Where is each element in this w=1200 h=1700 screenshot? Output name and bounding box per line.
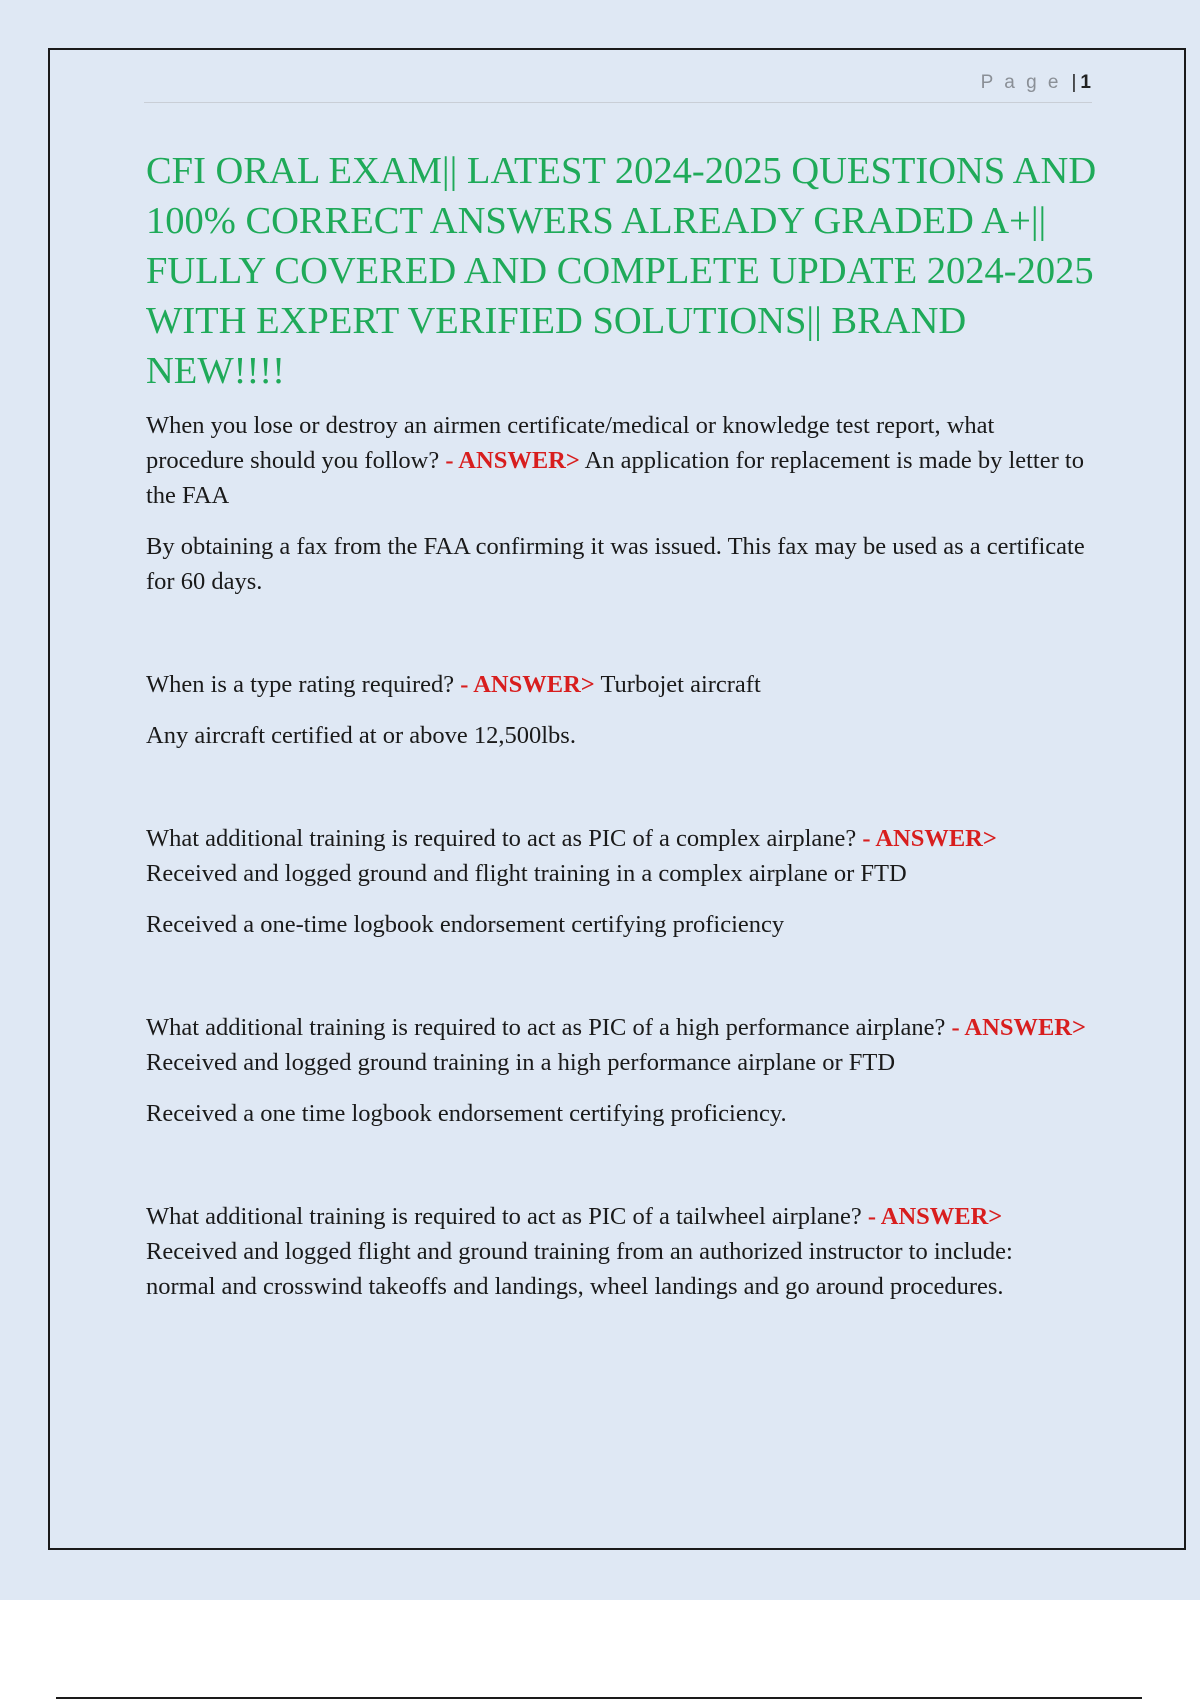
question-text: What additional training is required to act as PIC of a high performance airplane? (146, 1014, 946, 1041)
qa-item (146, 1010, 1086, 1131)
qa-item (146, 1199, 1086, 1304)
qa-list (146, 408, 1086, 1304)
answer-text: Received and logged ground training in a high performance airplane or FTD (146, 1049, 896, 1076)
qa-question-line (146, 667, 1086, 702)
question-text: When you lose or destroy an airmen certificate/medical or knowledge test report, what procedure should you follow? (146, 412, 995, 474)
qa-item (146, 667, 1086, 753)
question-text: When is a type rating required? (146, 671, 455, 698)
answer-tag: - ANSWER> (445, 447, 580, 474)
answer-extra-text: Received a one-time logbook endorsement certifying proficiency (146, 911, 785, 938)
qa-question-line (146, 1199, 1086, 1304)
answer-extra-text: Received a one time logbook endorsement certifying proficiency. (146, 1100, 787, 1127)
qa-item (146, 821, 1086, 942)
answer-text: An application for replacement is made by letter to the FAA (146, 447, 1084, 509)
question-text: What additional training is required to act as PIC of a complex airplane? (146, 825, 857, 852)
qa-question-line (146, 821, 1086, 891)
document-title: CFI ORAL EXAM|| LATEST 2024-2025 QUESTIONS AND 100% CORRECT ANSWERS ALREADY GRADED A+|| FULLY COVERED AND COMPLETE UPDATE 2024-2025 WITH EXPERT VERIFIED SOLUTIONS|| BRAND NEW!!!! (146, 150, 1097, 392)
question-text: What additional training is required to act as PIC of a tailwheel airplane? (146, 1203, 862, 1230)
page-number: 1 (1080, 72, 1092, 93)
answer-text: Turbojet aircraft (600, 671, 761, 698)
answer-text: Received and logged ground and flight training in a complex airplane or FTD (146, 860, 907, 887)
answer-tag: - ANSWER> (951, 1014, 1086, 1041)
answer-tag: - ANSWER> (867, 1203, 1003, 1230)
qa-item (146, 408, 1086, 599)
answer-extra-text: By obtaining a fax from the FAA confirming it was issued. This fax may be used as a certificate for 60 days. (146, 533, 1085, 595)
next-page-divider (56, 1697, 1142, 1699)
answer-text: Received and logged flight and ground training from an authorized instructor to include: normal and crosswind takeoffs and landings, wheel landings and go around procedures. (146, 1238, 1013, 1300)
page-label: P a g e (980, 72, 1062, 93)
page-separator: | (1071, 72, 1077, 93)
page-header (144, 72, 1092, 103)
qa-question-line (146, 408, 1086, 513)
qa-question-line (146, 1010, 1086, 1080)
answer-extra-text: Any aircraft certified at or above 12,500lbs. (146, 722, 576, 749)
answer-tag: - ANSWER> (460, 671, 595, 698)
answer-tag: - ANSWER> (862, 825, 997, 852)
